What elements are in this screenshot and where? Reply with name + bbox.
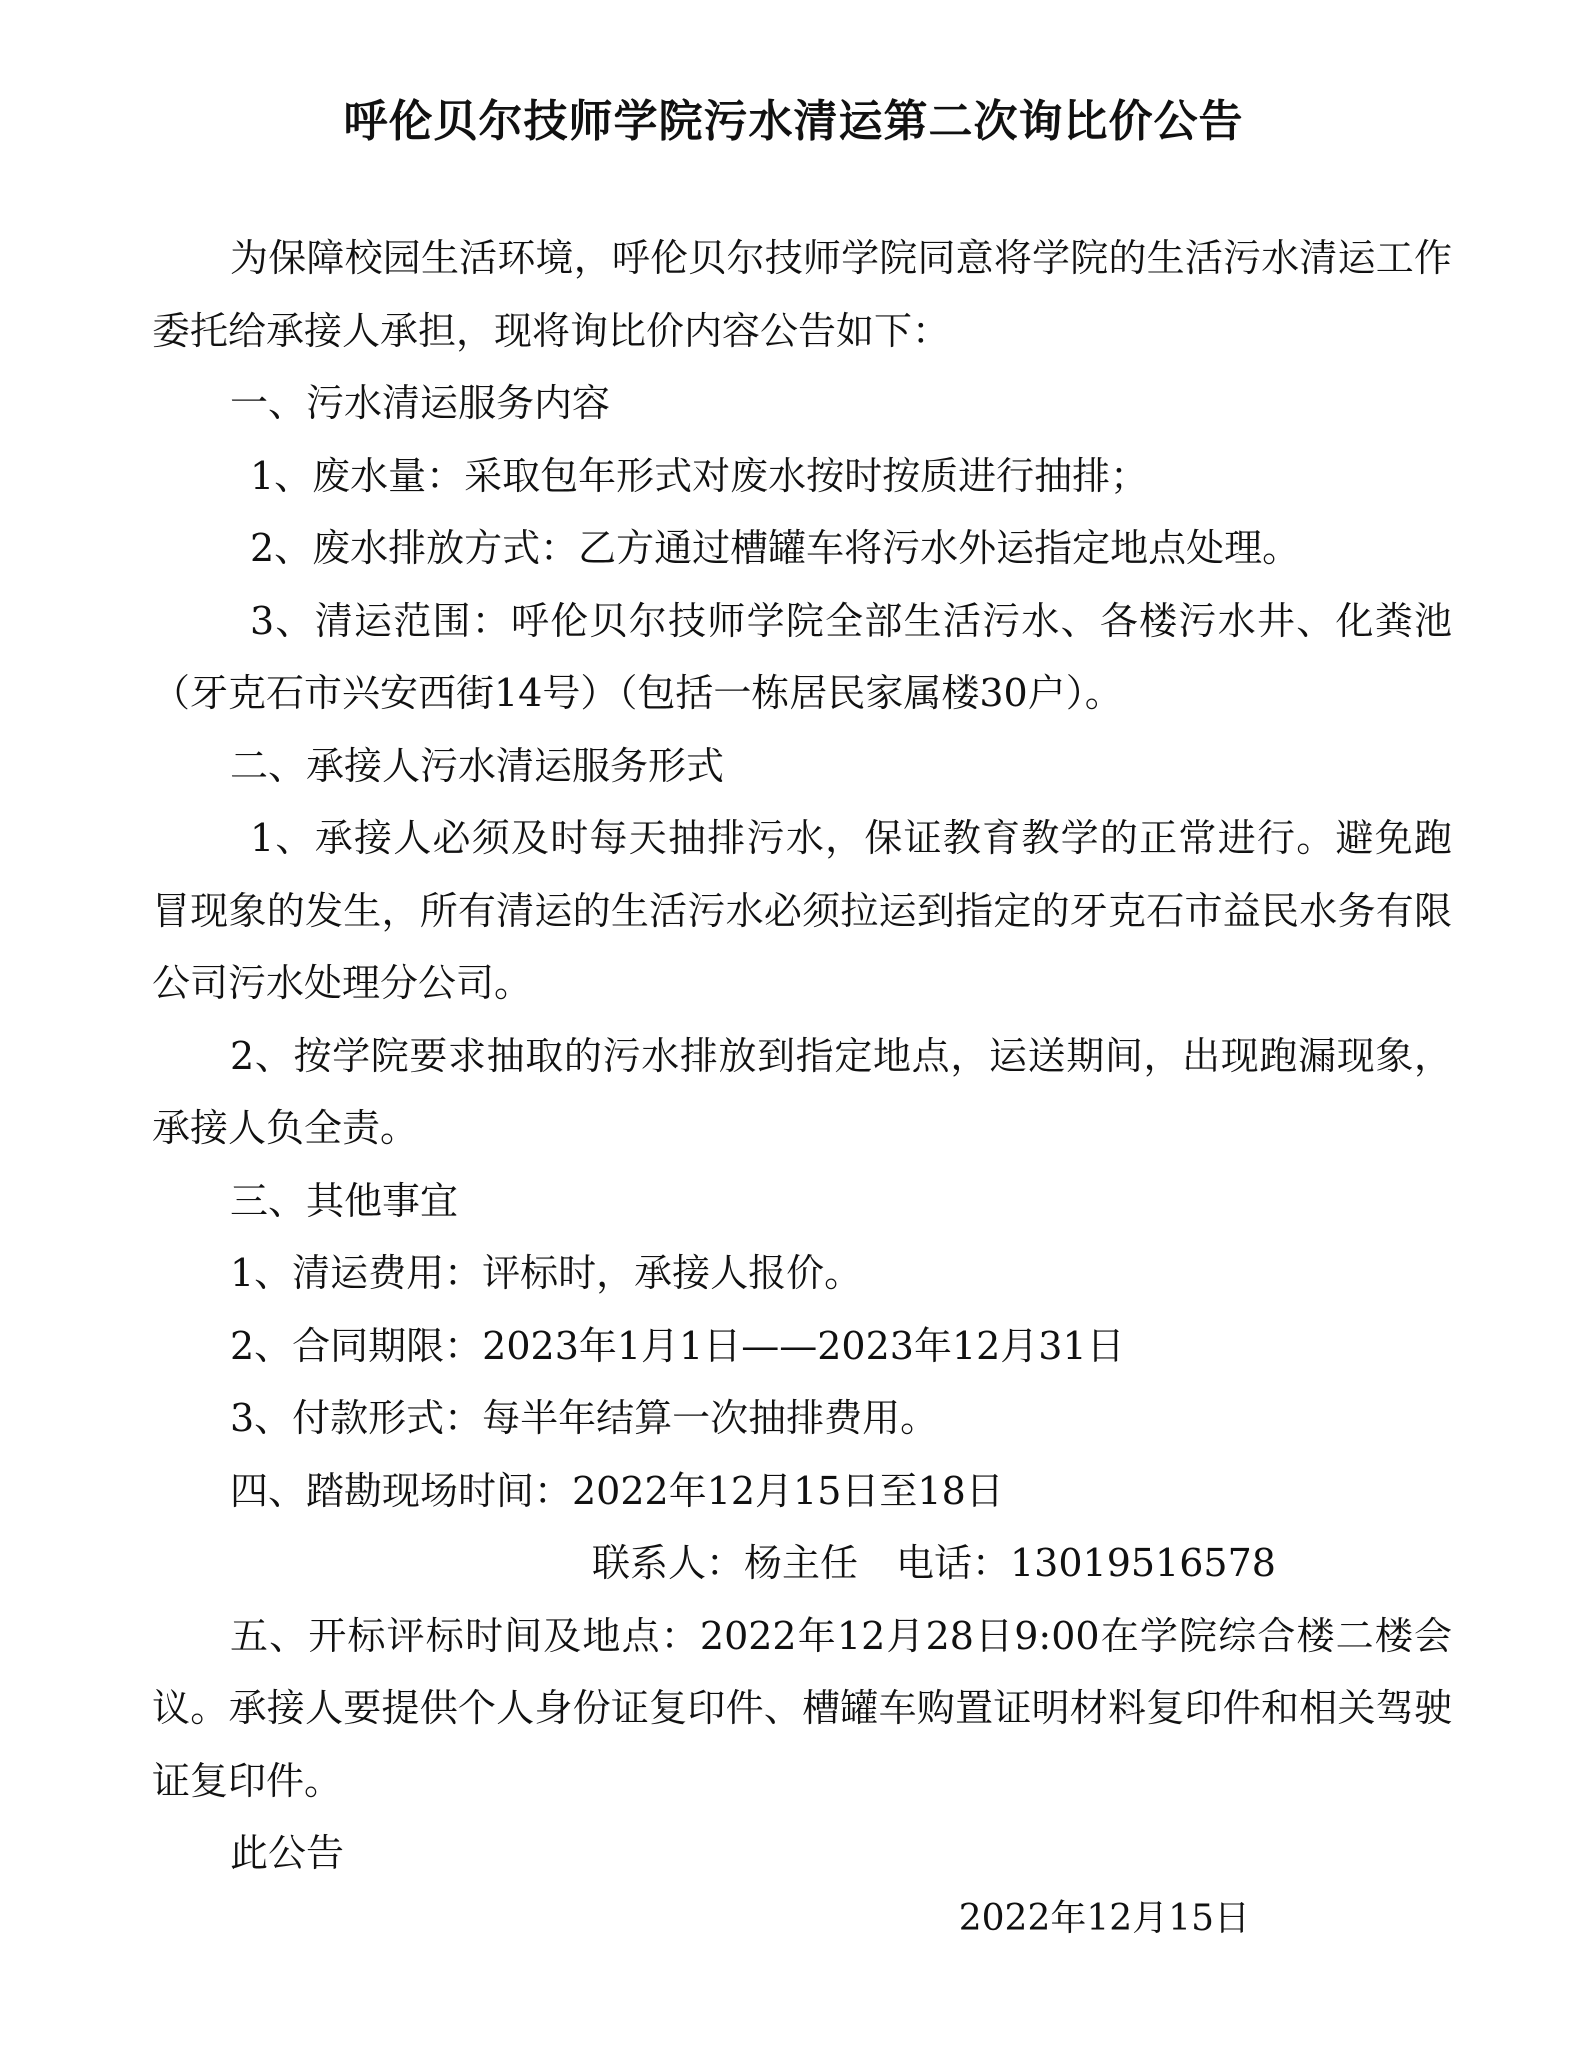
section-3-item-1: 1、清运费用：评标时，承接人报价。 [230,1251,863,1295]
document-title: 呼伦贝尔技师学院污水清运第二次询比价公告 [343,96,1244,147]
section-1-item-2: 2、废水排放方式：乙方通过槽罐车将污水外运指定地点处理。 [250,526,1301,570]
section-1-item-1: 1、废水量：采取包年形式对废水按时按质进行抽排； [250,453,1149,498]
section-1-heading: 一、污水清运服务内容 [230,381,611,425]
document-body [152,222,1452,1890]
section-4-heading: 四、踏勘现场时间：2022年12月15日至18日 [230,1468,1004,1513]
section-1-item-3: 3、清运范围：呼伦贝尔技师学院全部生活污水、各楼污水井、化粪池（牙克石市兴安西街14号）（包括一栋居民家属楼30户）。 [152,598,1452,715]
section-3-item-3: 3、付款形式：每半年结算一次抽排费用。 [230,1396,939,1440]
section-2-heading: 二、承接人污水清运服务形式 [230,743,725,788]
intro-paragraph: 为保障校园生活环境，呼伦贝尔技师学院同意将学院的生活污水清运工作委托给承接人承担，现将询比价内容公告如下： [152,236,1452,353]
section-3-heading: 三、其他事宜 [230,1178,459,1223]
section-2-item-2: 2、按学院要求抽取的污水排放到指定地点，运送期间，出现跑漏现象，承接人负全责。 [152,1033,1452,1150]
section-5-paragraph: 五、开标评标时间及地点：2022年12月28日9:00在学院综合楼二楼会议。承接人要提供个人身份证复印件、槽罐车购置证明材料复印件和相关驾驶证复印件。 [152,1613,1452,1803]
closing-text: 此公告 [230,1831,345,1875]
contact-line: 联系人：杨主任 电话：13019516578 [592,1541,1276,1585]
document-date: 2022年12月15日 [958,1898,1250,1939]
section-2-item-1: 1、承接人必须及时每天抽排污水，保证教育教学的正常进行。避免跑冒现象的发生，所有清运的生活污水必须拉运到指定的牙克石市益民水务有限公司污水处理分公司。 [152,816,1452,1005]
section-3-item-2: 2、合同期限：2023年1月1日——2023年12月31日 [230,1323,1125,1368]
